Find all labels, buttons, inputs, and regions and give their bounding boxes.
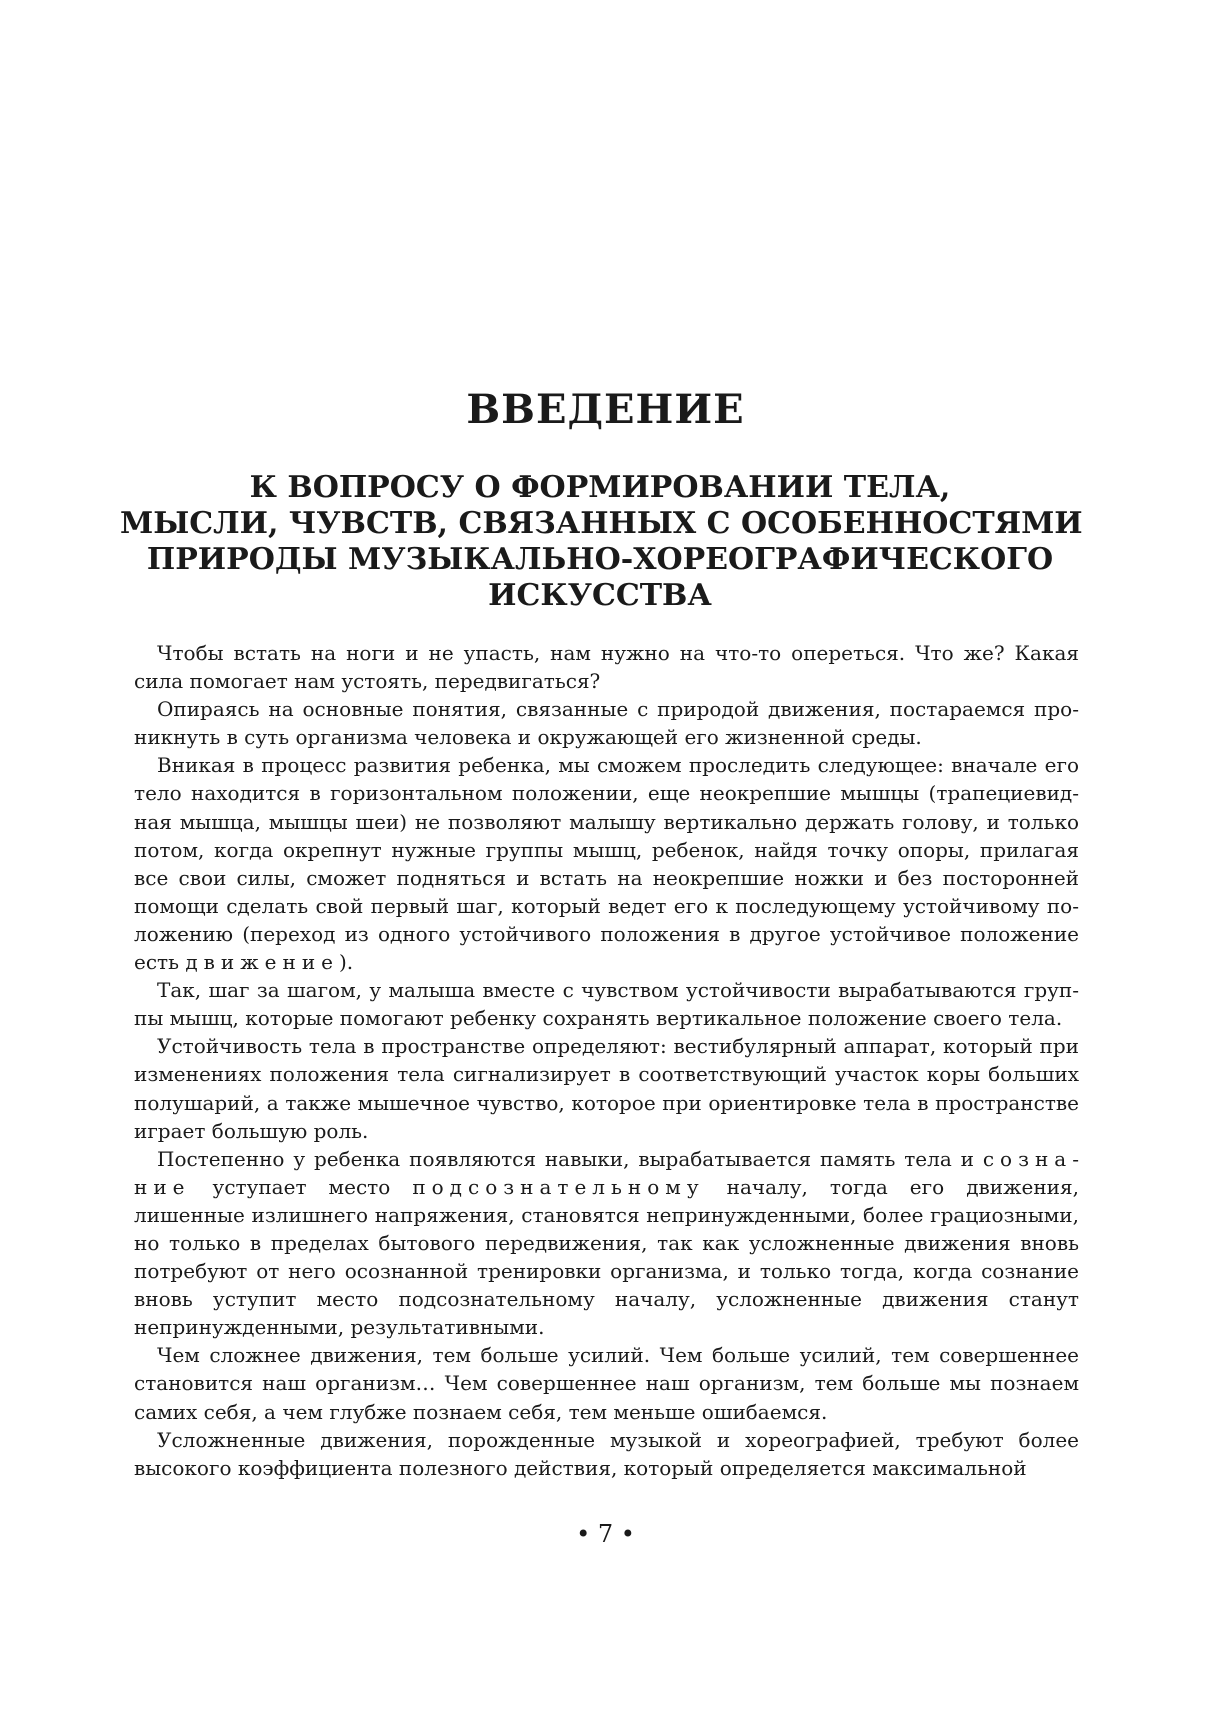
paragraph-1: Чтобы встать на ноги и не упасть, нам нужно на что-то опереться. Что же? Какая сила помогает нам устоять, передвигаться? — [134, 641, 1079, 694]
paragraph-4: Так, шаг за шагом, у малыша вместе с чувством устойчивости вырабатываются группы мышц, которые помогают ребенку сохранять вертикальное положение своего тела. — [134, 978, 1079, 1031]
paragraph-3 — [134, 751, 1079, 976]
paragraph-6-text: Постепенно у ребенка появляются навыки, вырабатывается память тела и — [157, 1146, 983, 1171]
section-title-line: ПРИРОДЫ МУЗЫКАЛЬНО-ХОРЕОГРАФИЧЕСКОГО — [146, 542, 1054, 577]
emphasis-subconscious: подсознательному — [412, 1174, 705, 1199]
paragraph-8: Усложненные движения, порожденные музыкой и хореографией, требуют более высокого коэффициента полезного действия, который определяется максимальной — [134, 1427, 1079, 1480]
emphasis-consciousness: сознание — [134, 1146, 1079, 1199]
section-title — [120, 470, 1083, 614]
paragraph-6-end: началу, тогда его движения, лишенные излишнего напряжения, становятся непринужденными, более грациозными, но только в пределах бытового передвижения, так как усложненные движения вновь потребуют от него осознанной тренировки организма, и только тогда, когда сознание вновь уступит место подсознательному началу, усложненные движения станут непринужденными, результативными. — [134, 1174, 1079, 1340]
paragraph-7: Чем сложнее движения, тем больше усилий. Чем больше усилий, тем совершеннее становится наш организм… Чем совершеннее наш организм, тем больше мы познаем самих себя, а чем глубже познаем себя, тем меньше ошибаемся. — [134, 1343, 1079, 1424]
emphasis-movement: движение — [185, 950, 339, 975]
section-title-line: МЫСЛИ, ЧУВСТВ, СВЯЗАННЫХ С ОСОБЕННОСТЯМИ — [120, 506, 1083, 541]
chapter-title: ВВЕДЕНИЕ — [466, 386, 745, 433]
page-number: • 7 • — [576, 1520, 635, 1548]
paragraph-3-end: ). — [339, 950, 354, 975]
paragraph-3-text: Вникая в процесс развития ребенка, мы сможем проследить следующее: вначале его тело находится в горизонтальном положении, еще неокрепшие мышцы (трапециевидная мышца, мышцы шеи) не позволяют малышу вертикально держать голову, и только потом, когда окрепнут нужные группы мышц, ребенок, найдя точку опоры, прилагая все свои силы, сможет подняться и встать на неокрепшие ножки и без посторонней помощи сделать свой первый шаг, который ведет его к последующему устойчивому положению (переход из одного устойчивого положения в другое устойчивое положение есть — [134, 753, 1079, 975]
paragraph-5: Устойчивость тела в пространстве определяют: вестибулярный аппарат, который при изменениях положения тела сигнализирует в соответствующий участок коры больших полушарий, а также мышечное чувство, которое при ориентировке тела в пространстве играет большую роль. — [134, 1034, 1079, 1143]
paragraph-6-middle: уступает место — [190, 1174, 413, 1199]
paragraph-2: Опираясь на основные понятия, связанные с природой движения, постараемся проникнуть в суть организма человека и окружающей его жизненной среды. — [134, 697, 1079, 750]
section-title-line: К ВОПРОСУ О ФОРМИРОВАНИИ ТЕЛА, — [249, 470, 951, 505]
section-title-line: ИСКУССТВА — [488, 578, 712, 613]
body-text — [134, 639, 1079, 1482]
paragraph-6 — [134, 1145, 1079, 1342]
